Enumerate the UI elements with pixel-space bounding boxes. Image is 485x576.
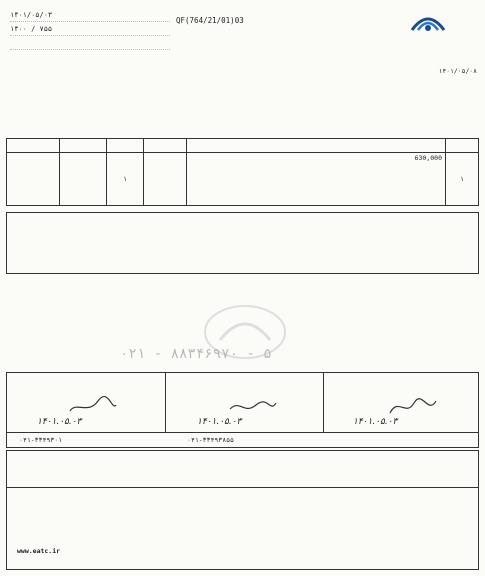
col-unit-price bbox=[60, 139, 107, 153]
items-table bbox=[6, 138, 479, 206]
signature-2-icon bbox=[228, 395, 278, 419]
col-description bbox=[187, 139, 446, 153]
row-unit-price bbox=[60, 153, 107, 206]
col-unit bbox=[144, 139, 187, 153]
form-code: QF(764/21/01)03 bbox=[176, 16, 244, 25]
meta-number-row bbox=[10, 22, 170, 36]
reply-website-link[interactable]: www.eatc.ir bbox=[17, 547, 61, 555]
contact-phone-2: ۰۴۱-۳۳۴۹۳۰۱ bbox=[19, 436, 63, 444]
signature-3-icon bbox=[68, 395, 118, 419]
form-meta bbox=[10, 8, 170, 50]
reply-section bbox=[6, 450, 479, 570]
sig-date-3: ۱۴۰۱.۰۵.۰۳ bbox=[37, 417, 82, 427]
row-qty: ۱ bbox=[107, 153, 144, 206]
meta-date-value: ۱۴۰۱/۰۵/۰۳ bbox=[10, 10, 53, 19]
row-description bbox=[187, 153, 446, 206]
signature-1-icon bbox=[388, 395, 438, 419]
contact-phone-1: ۰۴۱-۳۳۴۹۳۸۵۵ bbox=[187, 436, 234, 444]
meta-date-row bbox=[10, 8, 170, 22]
col-row bbox=[446, 139, 479, 153]
form-header bbox=[6, 4, 479, 64]
row-number: ۱ bbox=[446, 153, 479, 206]
sig-contact-row bbox=[7, 432, 478, 447]
summary-box bbox=[6, 212, 479, 274]
row-unit bbox=[144, 153, 187, 206]
col-total bbox=[7, 139, 60, 153]
logo-mark-icon bbox=[408, 8, 448, 34]
signature-strip bbox=[6, 372, 479, 448]
meta-number-value: ۱۴۰۰ / ۷۵۵ bbox=[10, 24, 53, 33]
watermark-phone: ۰۲۱ - ۸۸۳۴۶۹۷۰ - ۵ bbox=[120, 346, 272, 362]
sig-date-1: ۱۴۰۱.۰۵.۰۳ bbox=[353, 417, 398, 427]
intro-text bbox=[8, 66, 477, 76]
company-logo bbox=[383, 8, 473, 52]
table-row bbox=[7, 153, 479, 206]
meta-attachment-row bbox=[10, 36, 170, 50]
items-header-row bbox=[7, 139, 479, 153]
sig-date-2: ۱۴۰۱.۰۵.۰۳ bbox=[197, 417, 242, 427]
col-qty bbox=[107, 139, 144, 153]
deadline-date: ۱۴۰۱/۰۵/۰۸ bbox=[438, 67, 477, 75]
row-total bbox=[7, 153, 60, 206]
form-title-block bbox=[176, 10, 326, 25]
row-amount: 630,000 bbox=[414, 154, 442, 162]
